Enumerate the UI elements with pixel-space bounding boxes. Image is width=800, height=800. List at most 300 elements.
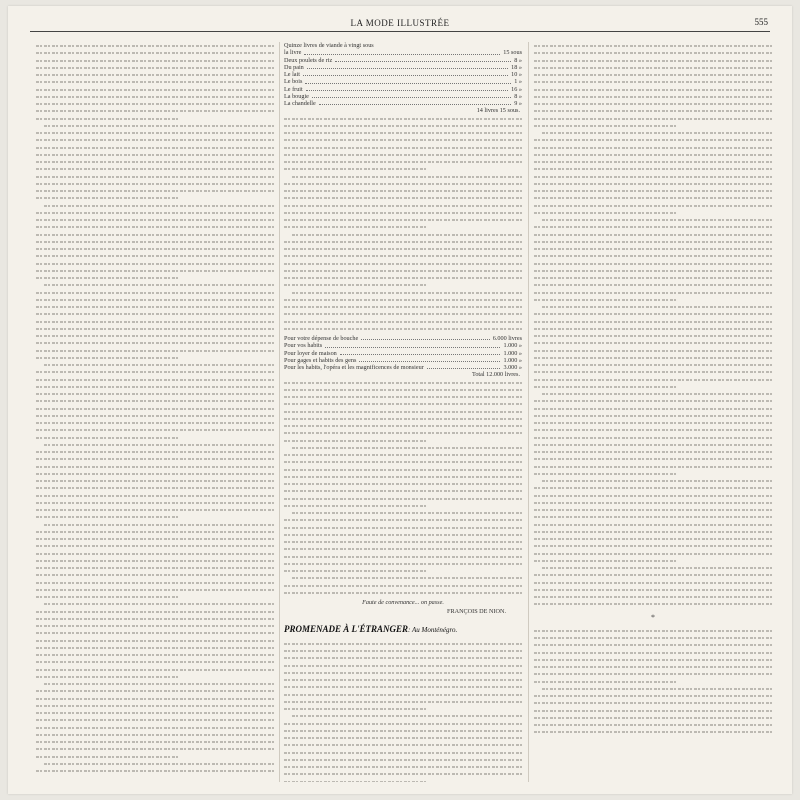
text-line xyxy=(284,393,522,400)
budget-intro: Quinze livres de viande à vingt sous xyxy=(284,42,374,49)
text-line xyxy=(36,245,274,252)
text-line xyxy=(36,499,274,506)
text-line xyxy=(534,223,772,230)
budget-item: Le bois 1 » xyxy=(284,78,522,86)
text-line xyxy=(534,296,772,303)
text-line xyxy=(284,267,522,274)
newspaper-page xyxy=(8,6,792,794)
text-line xyxy=(534,115,772,122)
text-line xyxy=(534,289,772,296)
text-line xyxy=(534,412,772,419)
text-line xyxy=(284,560,522,567)
text-line xyxy=(36,637,274,644)
text-line xyxy=(36,136,274,143)
text-line xyxy=(36,709,274,716)
text-line xyxy=(284,194,522,201)
text-line xyxy=(36,579,274,586)
text-line xyxy=(284,408,522,415)
text-line xyxy=(36,745,274,752)
text-line xyxy=(284,741,522,748)
text-line xyxy=(534,426,772,433)
text-line xyxy=(284,458,522,465)
text-line xyxy=(284,720,522,727)
text-line xyxy=(36,368,274,375)
text-line xyxy=(36,107,274,114)
text-line xyxy=(284,538,522,545)
text-line xyxy=(534,564,772,571)
text-line xyxy=(284,705,522,712)
column-2 xyxy=(284,42,522,782)
text-line xyxy=(36,390,274,397)
text-line xyxy=(36,644,274,651)
text-line xyxy=(36,463,274,470)
text-line xyxy=(534,49,772,56)
text-line xyxy=(284,495,522,502)
text-line xyxy=(36,376,274,383)
author-signature: FRANÇOIS DE NION. xyxy=(447,608,506,616)
text-line xyxy=(284,691,522,698)
text-line xyxy=(534,165,772,172)
text-line xyxy=(534,216,772,223)
budget-item: Du pain 18 » xyxy=(284,63,522,71)
text-line xyxy=(36,412,274,419)
text-line xyxy=(36,419,274,426)
text-line xyxy=(36,738,274,745)
text-line xyxy=(534,699,772,706)
column-divider xyxy=(279,42,280,782)
text-line xyxy=(284,310,522,317)
budget-item: Pour les habits, l'opéra et les magnificences de monsieur 3.000 » xyxy=(284,364,522,371)
text-line xyxy=(284,509,522,516)
text-line xyxy=(534,600,772,607)
text-line xyxy=(36,666,274,673)
text-line xyxy=(284,516,522,523)
text-line xyxy=(284,209,522,216)
text-line xyxy=(284,325,522,332)
text-line xyxy=(534,274,772,281)
text-line xyxy=(284,318,522,325)
text-line xyxy=(534,692,772,699)
text-line xyxy=(284,574,522,581)
text-line xyxy=(36,318,274,325)
text-line xyxy=(36,194,274,201)
column-3 xyxy=(534,42,772,782)
text-line xyxy=(36,180,274,187)
text-line xyxy=(36,216,274,223)
text-line xyxy=(284,669,522,676)
budget-item: La chandelle 9 » xyxy=(284,100,522,107)
text-line xyxy=(534,187,772,194)
text-line xyxy=(534,448,772,455)
text-line xyxy=(284,252,522,259)
text-line xyxy=(534,685,772,692)
text-line xyxy=(534,656,772,663)
text-line xyxy=(284,487,522,494)
header-rule xyxy=(30,31,770,32)
text-line xyxy=(284,727,522,734)
budget-item: La bougie 8 » xyxy=(284,92,522,100)
text-line xyxy=(36,448,274,455)
text-line xyxy=(534,180,772,187)
text-line xyxy=(284,180,522,187)
text-line xyxy=(284,778,522,783)
text-line xyxy=(36,673,274,680)
text-line xyxy=(534,678,772,685)
text-line xyxy=(284,473,522,480)
text-line xyxy=(36,42,274,49)
budget-item: Le fruit 16 » xyxy=(284,85,522,93)
text-line xyxy=(36,202,274,209)
text-line xyxy=(36,296,274,303)
text-line xyxy=(36,144,274,151)
text-line xyxy=(284,749,522,756)
article-heading: PROMENADE À L'ÉTRANGER: Au Monténégro. xyxy=(284,623,458,634)
footer-note: Faute de convenance... on passe. xyxy=(362,599,444,606)
text-line xyxy=(534,209,772,216)
section-separator: * xyxy=(651,612,655,622)
text-line xyxy=(36,542,274,549)
text-line xyxy=(284,129,522,136)
text-line xyxy=(36,238,274,245)
budget-list xyxy=(284,49,522,107)
text-line xyxy=(36,492,274,499)
text-line xyxy=(36,49,274,56)
text-line xyxy=(284,480,522,487)
text-line xyxy=(284,589,522,596)
text-line xyxy=(36,165,274,172)
text-line xyxy=(534,535,772,542)
text-line xyxy=(534,325,772,332)
text-line xyxy=(284,296,522,303)
text-line xyxy=(534,71,772,78)
text-line xyxy=(534,64,772,71)
text-line xyxy=(36,158,274,165)
text-line xyxy=(36,513,274,520)
text-line xyxy=(284,231,522,238)
text-line xyxy=(534,332,772,339)
text-line xyxy=(36,303,274,310)
text-line xyxy=(284,158,522,165)
text-line xyxy=(36,347,274,354)
text-line xyxy=(534,173,772,180)
text-line xyxy=(284,223,522,230)
text-line xyxy=(36,600,274,607)
text-line xyxy=(36,405,274,412)
budget-item: Pour loyer de maison 1.000 » xyxy=(284,349,522,357)
text-line xyxy=(534,397,772,404)
text-line xyxy=(534,129,772,136)
text-line xyxy=(534,252,772,259)
text-line xyxy=(534,202,772,209)
text-line xyxy=(284,640,522,647)
text-line xyxy=(284,502,522,509)
text-line xyxy=(534,470,772,477)
column-divider xyxy=(528,42,529,782)
text-line xyxy=(36,151,274,158)
text-line xyxy=(534,557,772,564)
text-line xyxy=(36,86,274,93)
text-line xyxy=(36,586,274,593)
text-line xyxy=(284,582,522,589)
text-line xyxy=(284,451,522,458)
text-line xyxy=(534,441,772,448)
text-line xyxy=(284,422,522,429)
prose-block xyxy=(534,627,772,736)
text-line xyxy=(284,187,522,194)
text-line xyxy=(534,267,772,274)
text-line xyxy=(534,390,772,397)
text-line xyxy=(284,531,522,538)
text-line xyxy=(36,332,274,339)
text-line xyxy=(36,658,274,665)
text-line xyxy=(284,698,522,705)
text-line xyxy=(534,463,772,470)
text-line xyxy=(36,209,274,216)
text-line xyxy=(36,557,274,564)
text-line xyxy=(284,763,522,770)
text-line xyxy=(534,238,772,245)
text-line xyxy=(36,115,274,122)
text-line xyxy=(284,662,522,669)
text-line xyxy=(36,231,274,238)
text-line xyxy=(534,579,772,586)
text-line xyxy=(284,676,522,683)
text-line xyxy=(284,289,522,296)
text-line xyxy=(534,521,772,528)
text-line xyxy=(284,545,522,552)
text-line xyxy=(36,173,274,180)
text-line xyxy=(36,64,274,71)
text-line xyxy=(36,615,274,622)
text-line xyxy=(284,245,522,252)
text-line xyxy=(534,542,772,549)
text-line xyxy=(534,728,772,735)
budget-item: Pour votre dépense de bouche 6.000 livres xyxy=(284,335,522,342)
text-line xyxy=(534,419,772,426)
text-line xyxy=(534,100,772,107)
text-line xyxy=(284,274,522,281)
text-line xyxy=(36,564,274,571)
budget-item: Pour vos habits 1.000 » xyxy=(284,342,522,350)
text-line xyxy=(534,670,772,677)
text-line xyxy=(36,622,274,629)
column-1 xyxy=(36,42,274,782)
text-line xyxy=(284,216,522,223)
text-line xyxy=(534,405,772,412)
text-line xyxy=(36,426,274,433)
text-line xyxy=(284,238,522,245)
text-line xyxy=(534,339,772,346)
text-line xyxy=(534,151,772,158)
text-line xyxy=(284,400,522,407)
text-line xyxy=(36,93,274,100)
text-line xyxy=(284,553,522,560)
text-line xyxy=(284,437,522,444)
text-line xyxy=(534,303,772,310)
text-line xyxy=(36,361,274,368)
text-line xyxy=(534,627,772,634)
budget-item: Le lait 10 » xyxy=(284,71,522,78)
text-line xyxy=(36,731,274,738)
text-line xyxy=(534,492,772,499)
text-line xyxy=(534,107,772,114)
text-line xyxy=(36,339,274,346)
text-line xyxy=(534,506,772,513)
text-line xyxy=(534,57,772,64)
text-line xyxy=(284,654,522,661)
text-line xyxy=(36,608,274,615)
text-line xyxy=(534,194,772,201)
text-line xyxy=(284,303,522,310)
text-line xyxy=(534,455,772,462)
text-line xyxy=(284,260,522,267)
text-line xyxy=(36,78,274,85)
text-line xyxy=(534,42,772,49)
text-line xyxy=(534,484,772,491)
text-line xyxy=(36,57,274,64)
text-line xyxy=(534,318,772,325)
text-line xyxy=(36,521,274,528)
prose-block xyxy=(534,42,772,608)
prose-block xyxy=(284,640,522,782)
text-line xyxy=(36,441,274,448)
text-line xyxy=(36,571,274,578)
text-line xyxy=(284,524,522,531)
text-line xyxy=(284,567,522,574)
text-line xyxy=(534,144,772,151)
text-line xyxy=(284,115,522,122)
text-line xyxy=(534,571,772,578)
text-line xyxy=(36,680,274,687)
text-line xyxy=(36,383,274,390)
text-line xyxy=(36,716,274,723)
text-line xyxy=(534,245,772,252)
publication-title: LA MODE ILLUSTRÉE xyxy=(350,18,450,28)
text-line xyxy=(36,506,274,513)
text-line xyxy=(36,100,274,107)
text-line xyxy=(36,267,274,274)
text-line xyxy=(534,93,772,100)
text-line xyxy=(284,734,522,741)
text-line xyxy=(534,434,772,441)
text-line xyxy=(534,231,772,238)
text-line xyxy=(284,647,522,654)
text-line xyxy=(534,663,772,670)
text-line xyxy=(36,397,274,404)
text-line xyxy=(36,260,274,267)
text-line xyxy=(36,289,274,296)
text-line xyxy=(36,129,274,136)
text-line xyxy=(284,165,522,172)
text-line xyxy=(284,444,522,451)
text-line xyxy=(36,760,274,767)
text-line xyxy=(284,415,522,422)
text-line xyxy=(534,586,772,593)
text-line xyxy=(36,528,274,535)
text-line xyxy=(284,173,522,180)
text-line xyxy=(534,550,772,557)
text-line xyxy=(284,683,522,690)
budget-total: 14 livres 15 sous. xyxy=(476,107,520,115)
text-line xyxy=(534,721,772,728)
budget-list-2 xyxy=(284,335,522,371)
text-line xyxy=(36,281,274,288)
text-line xyxy=(36,695,274,702)
text-line xyxy=(534,368,772,375)
text-line xyxy=(534,376,772,383)
budget-total: Total 12.000 livres. xyxy=(471,371,520,379)
text-line xyxy=(284,466,522,473)
text-line xyxy=(534,477,772,484)
text-line xyxy=(36,252,274,259)
text-line xyxy=(36,687,274,694)
text-line xyxy=(36,753,274,760)
text-line xyxy=(534,354,772,361)
text-line xyxy=(284,136,522,143)
text-line xyxy=(36,629,274,636)
text-line xyxy=(534,347,772,354)
text-line xyxy=(36,310,274,317)
text-line xyxy=(534,528,772,535)
text-line xyxy=(284,770,522,777)
text-line xyxy=(36,767,274,774)
text-line xyxy=(284,429,522,436)
prose-block xyxy=(284,379,522,597)
text-line xyxy=(36,274,274,281)
text-line xyxy=(534,158,772,165)
text-line xyxy=(36,354,274,361)
budget-item: Pour gages et habits des gens 1.000 » xyxy=(284,356,522,364)
text-line xyxy=(534,383,772,390)
text-line xyxy=(534,641,772,648)
text-line xyxy=(284,144,522,151)
text-line xyxy=(36,724,274,731)
text-line xyxy=(36,484,274,491)
text-line xyxy=(36,455,274,462)
text-line xyxy=(36,71,274,78)
text-line xyxy=(36,470,274,477)
text-line xyxy=(36,325,274,332)
text-line xyxy=(284,122,522,129)
text-line xyxy=(36,187,274,194)
text-line xyxy=(284,379,522,386)
text-line xyxy=(284,386,522,393)
text-line xyxy=(36,702,274,709)
text-line xyxy=(534,260,772,267)
text-line xyxy=(534,513,772,520)
text-line xyxy=(534,78,772,85)
prose-block xyxy=(284,115,522,333)
text-line xyxy=(534,122,772,129)
text-line xyxy=(534,634,772,641)
budget-item: Deux poulets de riz 8 » xyxy=(284,56,522,64)
text-line xyxy=(534,649,772,656)
text-line xyxy=(36,122,274,129)
text-line xyxy=(534,310,772,317)
text-line xyxy=(284,281,522,288)
text-line xyxy=(36,434,274,441)
text-line xyxy=(534,361,772,368)
text-line xyxy=(534,707,772,714)
text-line xyxy=(36,223,274,230)
text-line xyxy=(534,281,772,288)
text-line xyxy=(36,651,274,658)
text-line xyxy=(284,712,522,719)
page-header xyxy=(8,6,792,32)
text-line xyxy=(284,202,522,209)
text-line xyxy=(36,477,274,484)
text-line xyxy=(36,550,274,557)
